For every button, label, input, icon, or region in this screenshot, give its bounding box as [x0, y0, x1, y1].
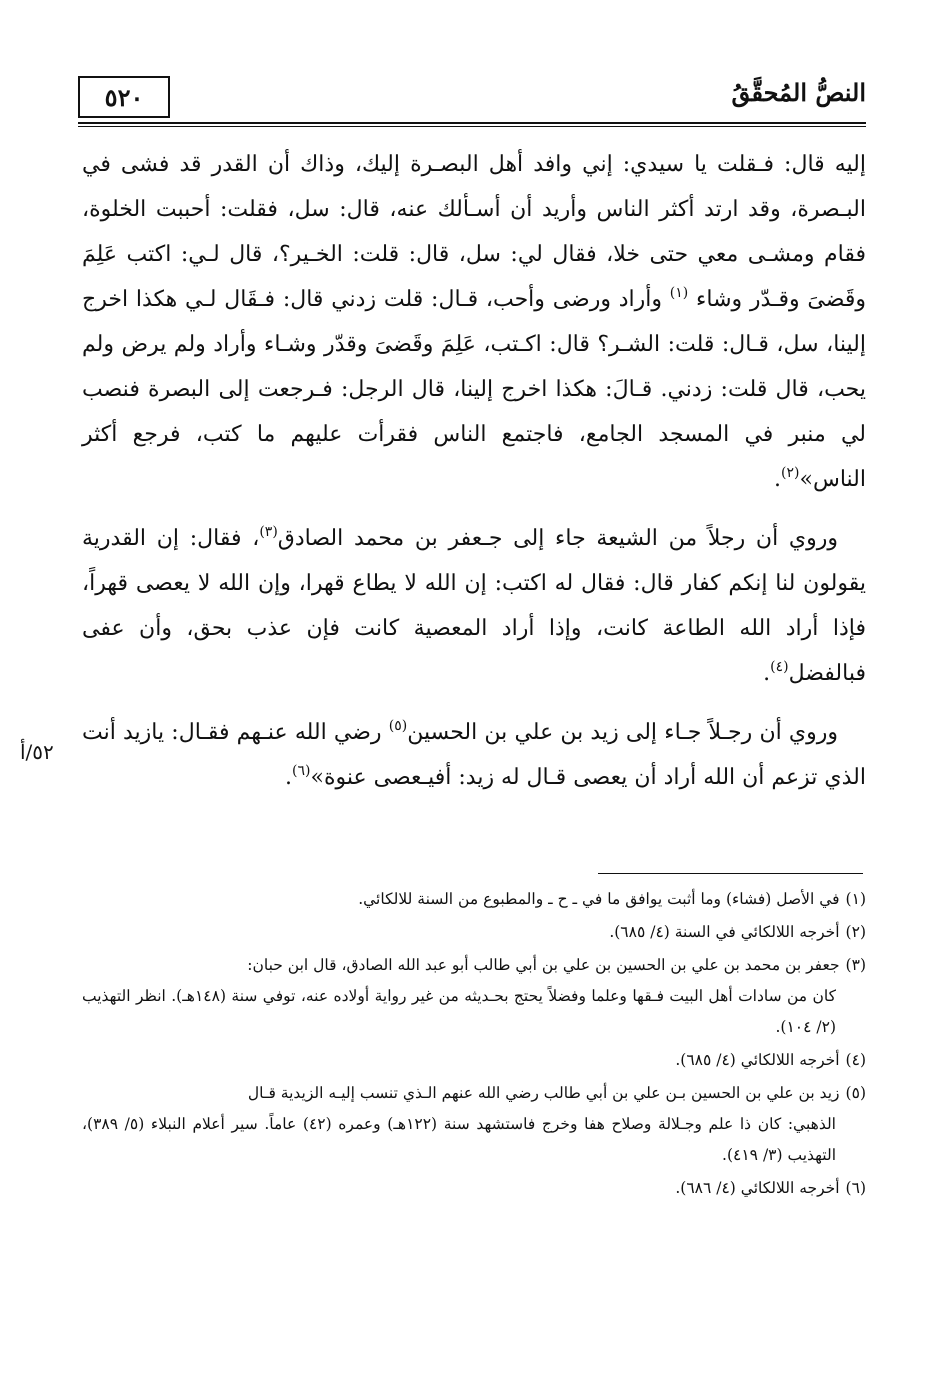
footnote — [82, 1078, 866, 1171]
footnote — [82, 950, 866, 1043]
paragraph-text: وروي أن رجلاً من الشيعة جاء إلى جـعفر بن محمد الصادق — [277, 526, 838, 551]
footnote-number: (٣) — [845, 956, 866, 974]
paragraph-text: رضي الله عنـهم فقـال: يازيد أنت الذي تزعم أن الله أراد أن يعصى قـال له زيد: أفيـعصى عنوة» — [82, 720, 866, 790]
footnote-ref: (٥) — [388, 718, 408, 734]
footnote-text-continued: كان من سادات أهل البيت فـقها وعلما وفضلاً يحتج بحـديثه من غير رواية أولاده عنه، توفي سنة (١٤٨هـ). انظر التهذيب (٢/ ١٠٤). — [82, 987, 837, 1036]
footnote-ref: (٣) — [259, 524, 278, 540]
page-header — [78, 68, 866, 128]
footnote-text: أخرجه اللالكائي (٤/ ٦٨٦). — [675, 1179, 840, 1197]
footnote-text: زيد بن علي بن الحسين بـن علي بن أبي طالب رضي الله عنهم الـذي تنسب إليـه الزيدية قـال — [247, 1084, 840, 1102]
paragraph-text: . — [774, 467, 782, 492]
footnote-ref: (١) — [669, 285, 689, 301]
header-rule-thin — [78, 126, 866, 127]
page-number: ٥٢٠ — [78, 76, 170, 118]
footnote-separator — [598, 873, 863, 874]
header-rule — [78, 122, 866, 124]
paragraph-text: إليه قال: فـقلت يا سيدي: إني وافد أهل البصـرة إليك، وذاك أن القدر قد فشى في البـصرة، وقد ارتد أكثر الناس وأريد أن أسـألك عنه، قال: سل، فقلت: أحببت الخلوة، فقام ومشـى معي حتى خلا، فقال لي: سل، قال: قلت: الخـير؟، قال لـي: اكتب عَلِمَ وقَضىَ وقـدّر وشاء — [82, 152, 866, 312]
main-text — [82, 142, 866, 814]
paragraph-text: وروي أن رجـلاً جـاء إلى زيد بن علي بن الحسين — [407, 720, 838, 745]
paragraph — [82, 710, 866, 800]
footnote-text-continued: الذهبي: كان ذا علم وجـلالة وصلاح هفا وخرج فاستشهد سنة (١٢٢هـ) وعمره (٤٢) عاماً. سير أعلام النبلاء (٥/ ٣٨٩)، التهذيب (٣/ ٤١٩). — [82, 1115, 836, 1164]
running-title: النصُّ المُحقَّقُ — [731, 78, 866, 107]
footnote-text: أخرجه اللالكائي في السنة (٤/ ٦٨٥). — [609, 923, 840, 941]
paragraph — [82, 516, 866, 696]
footnote — [82, 1173, 866, 1204]
footnote-number: (١) — [845, 890, 866, 908]
margin-manuscript-folio: ٥٢/أ — [20, 740, 54, 764]
footnote-number: (٥) — [845, 1084, 866, 1102]
footnote — [82, 884, 866, 915]
footnote-ref: (٤) — [770, 659, 789, 675]
footnote-number: (٦) — [845, 1179, 866, 1197]
paragraph-text: ، فقال: إن القدرية يقولون لنا إنكم كفار قال: فقال له اكتب: إن الله لا يطاع قهرا، وإن الله لا يعصى قهراً، فإذا أراد الله الطاعة كانت، وإذا أراد المعصية كانت فإن عذب بحق، وأن عفى فبالفضل — [82, 526, 866, 686]
footnote-ref: (٢) — [781, 465, 800, 481]
footnote-text: جعفر بن محمد بن علي بن الحسين بن علي بن أبي طالب أبو عبد الله الصادق، قال ابن حبان: — [247, 956, 840, 974]
footnote-text: في الأصل (فشاء) وما أثبت يوافق ما في ـ ح ـ والمطبوع من السنة للالكائي. — [358, 890, 840, 908]
paragraph-text: . — [763, 661, 771, 686]
footnote — [82, 917, 866, 948]
paragraph — [82, 142, 866, 502]
paragraph-text: وأراد ورضى وأحب، قـال: قلت زدني قال: فـقَال لـي هكذا اخرج إلينا، سل، قـال: قلت: الشـر؟ قال: اكـتب، عَلِمَ وقَضىَ وقدّر وشـاء وأراد ولم يرض ولم يحب، قال قلت: زدني. قـالَ: هكذا اخرج إلينا، قال الرجل: فـرجعت إلى البصرة فنصب لي منبر في المسجد الجامع، فاجتمع الناس فقرأت عليهم ما كتب، فرجع أكثر الناس» — [82, 287, 866, 492]
footnote-ref: (٦) — [292, 763, 311, 779]
footnotes — [82, 884, 866, 1206]
footnote-number: (٢) — [845, 923, 866, 941]
footnote-text: أخرجه اللالكائي (٤/ ٦٨٥). — [675, 1051, 840, 1069]
footnote — [82, 1045, 866, 1076]
footnote-number: (٤) — [845, 1051, 866, 1069]
paragraph-text: . — [285, 765, 293, 790]
